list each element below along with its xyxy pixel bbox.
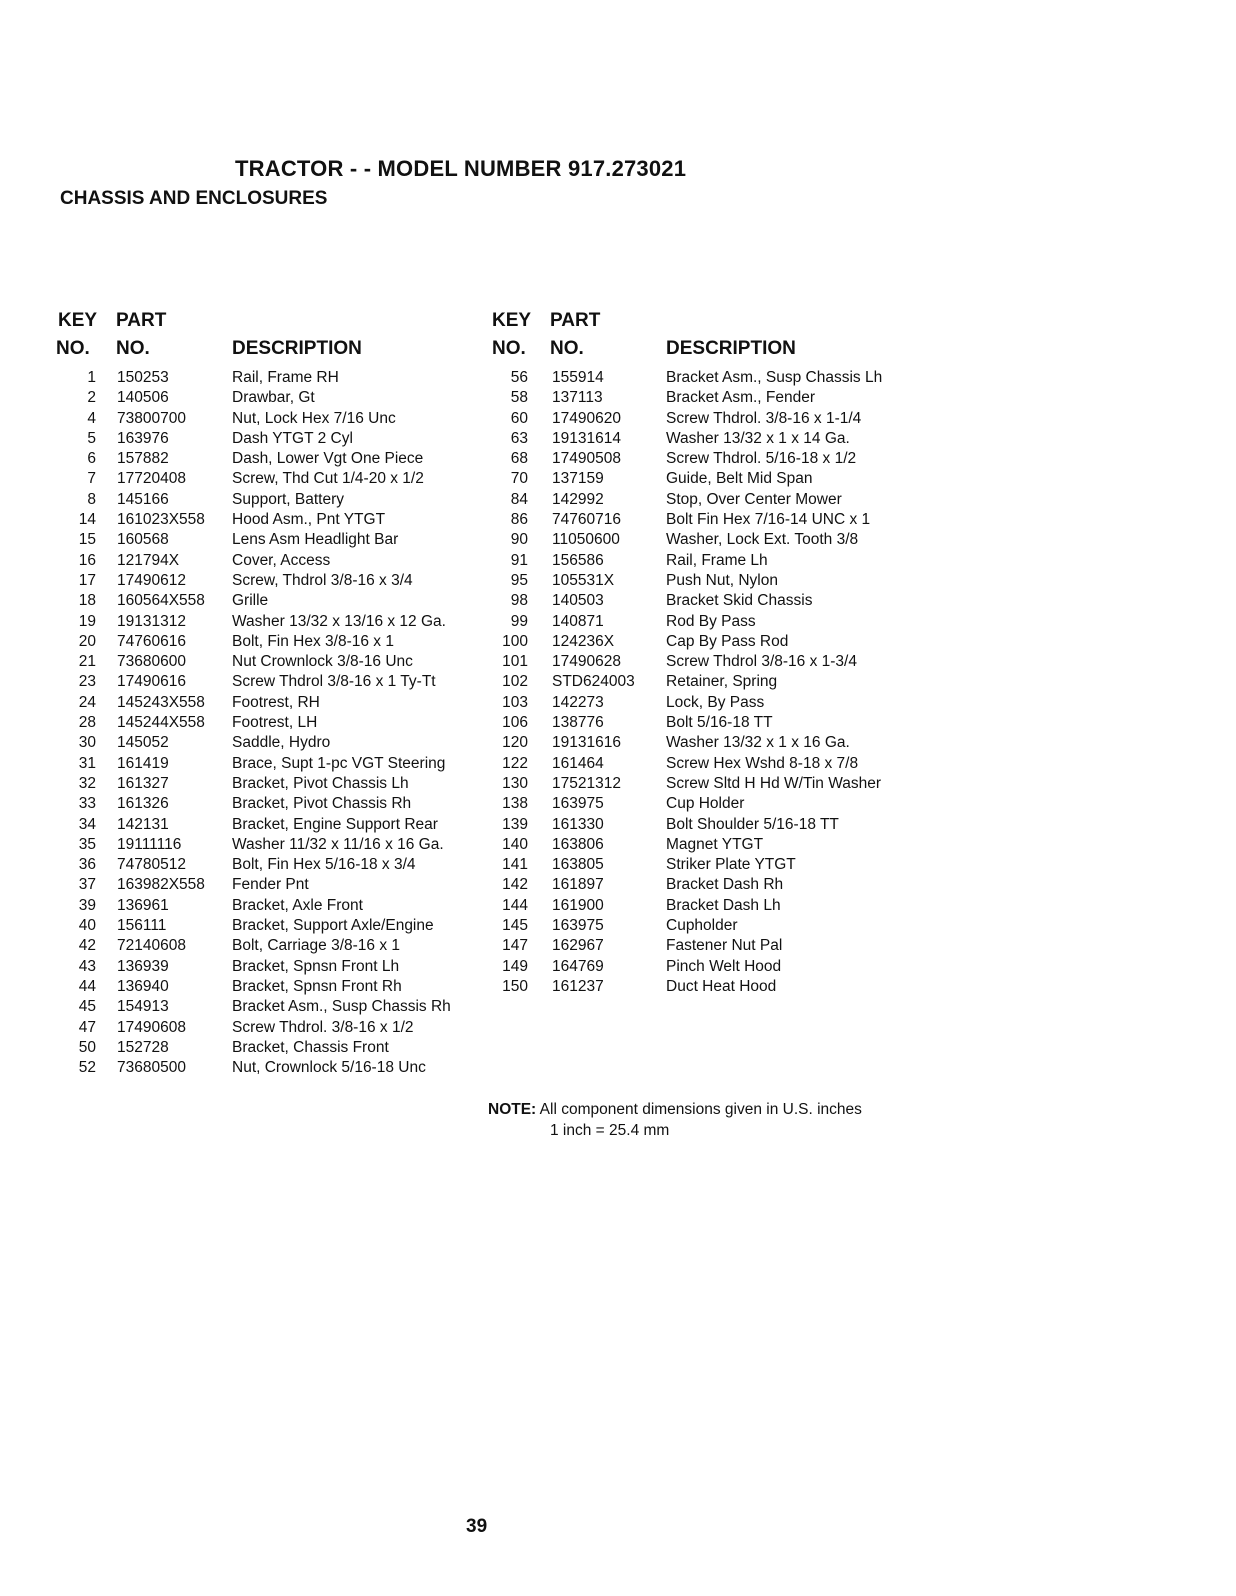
note (488, 1101, 862, 1139)
key-no: 138 (502, 795, 528, 813)
key-no: 6 (87, 450, 96, 468)
key-no: 63 (510, 429, 528, 447)
part-header: PART (550, 310, 601, 331)
description: Rail, Frame RH (232, 369, 339, 386)
key-no: 31 (78, 754, 96, 772)
part-no: 73800700 (117, 409, 186, 427)
part-no: 162967 (552, 937, 604, 955)
key-no: 7 (87, 470, 96, 488)
key-no: 18 (78, 592, 96, 610)
key-no: 140 (502, 835, 528, 853)
part-no: 161237 (552, 977, 604, 995)
key-no: 103 (502, 693, 528, 711)
description: Bracket Asm., Susp Chassis Rh (232, 998, 451, 1016)
key-no-header: NO. (492, 338, 526, 359)
description: Drawbar, Gt (232, 389, 315, 407)
key-no: 106 (502, 714, 528, 732)
description: Bolt 5/16-18 TT (666, 714, 773, 732)
part-no: 145166 (117, 490, 169, 508)
part-no: 142273 (552, 693, 604, 711)
page-number: 39 (466, 1516, 488, 1537)
part-no: 136940 (117, 977, 169, 995)
part-no: 154913 (117, 998, 169, 1016)
description: Brace, Supt 1-pc VGT Steering (232, 754, 446, 772)
part-no: 74780512 (117, 856, 186, 874)
key-no: 19 (78, 612, 96, 630)
part-no: 161464 (552, 754, 604, 772)
description: Hood Asm., Pnt YTGT (232, 511, 386, 529)
description: Screw, Thdrol 3/8-16 x 3/4 (232, 571, 413, 589)
key-no: 45 (78, 998, 96, 1016)
key-no: 150 (502, 977, 528, 995)
part-no: 142131 (117, 815, 169, 833)
key-no: 91 (510, 551, 528, 569)
key-no: 145 (502, 917, 528, 935)
key-no: 40 (78, 917, 96, 935)
part-no: 73680600 (117, 653, 186, 671)
description: Support, Battery (232, 490, 345, 508)
key-no: 70 (510, 470, 528, 488)
note-text: All component dimensions given in U.S. inches (539, 1101, 862, 1118)
description: Bracket, Spnsn Front Rh (232, 977, 402, 995)
key-no: 99 (510, 612, 528, 630)
part-no: 163976 (117, 429, 169, 447)
part-no: 11050600 (552, 531, 620, 549)
part-no: 137113 (552, 389, 603, 407)
part-no: 161900 (552, 896, 604, 914)
part-no: 150253 (117, 369, 169, 386)
description: Bolt, Carriage 3/8-16 x 1 (232, 937, 401, 955)
key-no-header: NO. (56, 338, 90, 359)
description: Bracket, Support Axle/Engine (232, 917, 434, 935)
part-no: 145243X558 (117, 693, 205, 711)
description: Cup Holder (666, 795, 745, 813)
description: Washer 13/32 x 1 x 14 Ga. (666, 429, 850, 447)
key-no: 37 (78, 876, 96, 894)
key-no: 21 (78, 653, 96, 671)
part-no: 73680500 (117, 1059, 186, 1077)
part-no: 160564X558 (117, 592, 205, 610)
key-no: 20 (78, 632, 96, 650)
part-no: 142992 (552, 490, 604, 508)
description: Screw Sltd H Hd W/Tin Washer (666, 774, 882, 792)
part-no: 74760716 (552, 511, 621, 529)
part-no: STD624003 (552, 673, 635, 691)
part-no: 152728 (117, 1038, 169, 1056)
key-no: 98 (510, 592, 528, 610)
part-no: 140506 (117, 389, 169, 407)
part-no-header: NO. (116, 338, 150, 359)
key-no: 84 (510, 490, 528, 508)
key-no: 149 (502, 957, 528, 975)
key-no: 33 (78, 795, 96, 813)
description: Bracket, Spnsn Front Lh (232, 957, 400, 975)
part-no: 17720408 (117, 470, 186, 488)
part-no: 17490620 (552, 409, 621, 427)
part-no: 124236X (552, 632, 615, 650)
key-no: 120 (502, 734, 528, 752)
part-no: 17490608 (117, 1018, 186, 1036)
part-no: 156586 (552, 551, 604, 569)
key-no: 50 (78, 1038, 96, 1056)
description: Bracket, Axle Front (232, 896, 363, 914)
part-no: 161897 (552, 876, 604, 894)
key-no: 141 (502, 856, 528, 874)
description: Bracket Dash Rh (666, 876, 784, 894)
key-no: 32 (78, 774, 96, 792)
part-no: 163982X558 (117, 876, 205, 894)
key-no: 68 (510, 450, 528, 468)
description-header: DESCRIPTION (232, 338, 362, 359)
key-no: 142 (502, 876, 528, 894)
key-no: 100 (502, 632, 528, 650)
key-no: 1 (87, 369, 96, 386)
part-no: 161419 (117, 754, 169, 772)
description: Bracket, Pivot Chassis Rh (232, 795, 412, 813)
description: Guide, Belt Mid Span (666, 470, 813, 488)
key-no: 101 (502, 653, 528, 671)
description: Bracket Skid Chassis (666, 592, 813, 610)
key-no: 36 (78, 856, 96, 874)
part-no: 74760616 (117, 632, 186, 650)
description: Rail, Frame Lh (666, 551, 768, 569)
description: Washer 13/32 x 1 x 16 Ga. (666, 734, 850, 752)
description: Cover, Access (232, 551, 331, 569)
key-no: 139 (502, 815, 528, 833)
key-no: 56 (510, 369, 528, 386)
part-no: 161330 (552, 815, 604, 833)
part-no: 157882 (117, 450, 169, 468)
description: Magnet YTGT (666, 835, 764, 853)
part-no: 17490616 (117, 673, 186, 691)
key-no: 147 (502, 937, 528, 955)
description: Duct Heat Hood (666, 977, 777, 995)
section-title: CHASSIS AND ENCLOSURES (60, 188, 328, 209)
key-no: 39 (78, 896, 96, 914)
description: Dash YTGT 2 Cyl (232, 429, 353, 447)
part-no: 17521312 (552, 774, 621, 792)
description: Pinch Welt Hood (666, 957, 782, 975)
description: Bracket, Pivot Chassis Lh (232, 774, 409, 792)
key-no: 16 (78, 551, 96, 569)
part-no: 137159 (552, 470, 604, 488)
part-no: 140503 (552, 592, 604, 610)
key-no: 58 (510, 389, 528, 407)
part-no: 163805 (552, 856, 604, 874)
description: Cap By Pass Rod (666, 632, 789, 650)
part-no: 17490508 (552, 450, 621, 468)
part-no: 145244X558 (117, 714, 205, 732)
key-header: KEY (492, 310, 532, 331)
part-header: PART (116, 310, 167, 331)
part-no: 19111116 (117, 835, 182, 853)
note-conversion: 1 inch = 25.4 mm (550, 1122, 670, 1139)
description: Rod By Pass (666, 612, 756, 630)
page-title: TRACTOR - - MODEL NUMBER 917.273021 (235, 156, 687, 181)
description: Washer 13/32 x 13/16 x 12 Ga. (232, 612, 446, 630)
part-no: 156111 (117, 917, 167, 935)
description: Bracket, Engine Support Rear (232, 815, 438, 833)
description: Footrest, LH (232, 714, 318, 732)
description: Screw Thdrol. 3/8-16 x 1-1/4 (666, 409, 862, 427)
key-no: 8 (87, 490, 96, 508)
part-no: 136961 (117, 896, 169, 914)
description: Lens Asm Headlight Bar (232, 531, 399, 549)
part-no: 163806 (552, 835, 604, 853)
part-no: 164769 (552, 957, 604, 975)
description: Screw Thdrol 3/8-16 x 1 Ty-Tt (232, 673, 436, 691)
description: Bracket, Chassis Front (232, 1038, 389, 1056)
description: Footrest, RH (232, 693, 320, 711)
description: Dash, Lower Vgt One Piece (232, 450, 424, 468)
description: Stop, Over Center Mower (666, 490, 842, 508)
part-no: 145052 (117, 734, 169, 752)
key-no: 34 (78, 815, 96, 833)
description: Bracket Dash Lh (666, 896, 781, 914)
key-no: 2 (87, 389, 96, 407)
description: Retainer, Spring (666, 673, 778, 691)
part-no: 72140608 (117, 937, 186, 955)
description: Bolt, Fin Hex 5/16-18 x 3/4 (232, 856, 416, 874)
description: Striker Plate YTGT (666, 856, 796, 874)
description: Bolt Shoulder 5/16-18 TT (666, 815, 839, 833)
part-no: 155914 (552, 369, 604, 386)
key-no: 44 (78, 977, 96, 995)
part-no: 161023X558 (117, 511, 205, 529)
description: Bracket Asm., Susp Chassis Lh (666, 369, 883, 386)
key-no: 102 (502, 673, 528, 691)
key-no: 14 (78, 511, 96, 529)
description: Bolt Fin Hex 7/16-14 UNC x 1 (666, 511, 871, 529)
key-no: 95 (510, 571, 528, 589)
note-label: NOTE: (488, 1101, 537, 1118)
key-no: 24 (78, 693, 96, 711)
key-no: 42 (78, 937, 96, 955)
key-no: 122 (502, 754, 528, 772)
description-header: DESCRIPTION (666, 338, 796, 359)
description: Bolt, Fin Hex 3/8-16 x 1 (232, 632, 394, 650)
part-no: 163975 (552, 917, 604, 935)
part-no: 163975 (552, 795, 604, 813)
part-no: 17490612 (117, 571, 186, 589)
description: Screw Thdrol. 3/8-16 x 1/2 (232, 1018, 414, 1036)
part-no: 19131616 (552, 734, 621, 752)
part-no: 19131614 (552, 429, 621, 447)
description: Nut, Lock Hex 7/16 Unc (232, 409, 396, 427)
description: Fender Pnt (232, 876, 309, 894)
description: Cupholder (666, 917, 738, 935)
key-no: 17 (78, 571, 96, 589)
key-no: 43 (78, 957, 96, 975)
description: Screw Thdrol. 5/16-18 x 1/2 (666, 450, 857, 468)
key-no: 28 (78, 714, 96, 732)
key-no: 5 (87, 429, 96, 447)
part-no: 121794X (117, 551, 180, 569)
description: Bracket Asm., Fender (666, 389, 816, 407)
key-no: 52 (78, 1059, 96, 1077)
description: Nut Crownlock 3/8-16 Unc (232, 653, 413, 671)
description: Grille (232, 592, 269, 610)
description: Washer, Lock Ext. Tooth 3/8 (666, 531, 859, 549)
part-no: 17490628 (552, 653, 621, 671)
key-no: 60 (510, 409, 528, 427)
key-no: 35 (78, 835, 96, 853)
description: Screw, Thd Cut 1/4-20 x 1/2 (232, 470, 424, 488)
part-no: 138776 (552, 714, 604, 732)
description: Nut, Crownlock 5/16-18 Unc (232, 1059, 426, 1077)
key-no: 47 (78, 1018, 96, 1036)
key-no: 144 (502, 896, 528, 914)
part-no: 105531X (552, 571, 615, 589)
part-no: 160568 (117, 531, 169, 549)
key-no: 15 (78, 531, 96, 549)
description: Saddle, Hydro (232, 734, 331, 752)
key-no: 86 (510, 511, 528, 529)
description: Screw Hex Wshd 8-18 x 7/8 (666, 754, 859, 772)
description: Fastener Nut Pal (666, 937, 783, 955)
part-no: 140871 (552, 612, 604, 630)
key-no: 4 (87, 409, 96, 427)
key-no: 23 (78, 673, 96, 691)
part-no: 19131312 (117, 612, 186, 630)
description: Washer 11/32 x 11/16 x 16 Ga. (232, 835, 444, 853)
description: Push Nut, Nylon (666, 571, 778, 589)
key-header: KEY (58, 310, 98, 331)
key-no: 30 (78, 734, 96, 752)
part-no-header: NO. (550, 338, 584, 359)
part-no: 161327 (117, 774, 169, 792)
key-no: 130 (502, 774, 528, 792)
part-no: 136939 (117, 957, 169, 975)
description: Screw Thdrol 3/8-16 x 1-3/4 (666, 653, 857, 671)
key-no: 90 (510, 531, 528, 549)
part-no: 161326 (117, 795, 169, 813)
description: Lock, By Pass (666, 693, 765, 711)
